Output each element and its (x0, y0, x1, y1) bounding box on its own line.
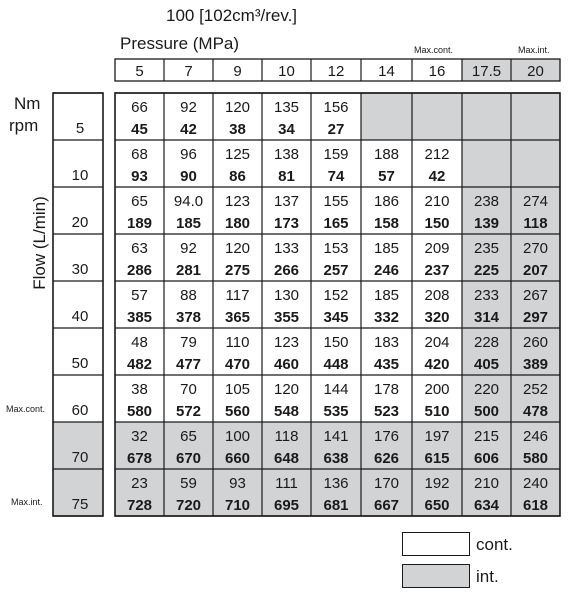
rpm-value: 42 (180, 121, 197, 138)
rpm-value: 580 (522, 450, 549, 467)
rpm-value: 695 (273, 497, 300, 514)
rpm-value: 266 (273, 262, 300, 279)
rpm-value: 460 (273, 356, 300, 373)
table-title: 100 [102cm³/rev.] (166, 6, 298, 25)
rpm-value: 523 (373, 403, 400, 420)
rpm-value: 45 (131, 121, 148, 138)
torque-value: 209 (424, 240, 450, 257)
rpm-value: 158 (373, 215, 400, 232)
torque-value: 105 (224, 381, 251, 398)
torque-value: 38 (131, 381, 148, 398)
torque-value: 274 (522, 193, 549, 210)
rpm-value: 297 (522, 309, 549, 326)
rpm-value: 435 (373, 356, 400, 373)
rpm-value: 90 (180, 168, 197, 185)
rpm-value: 189 (126, 215, 153, 232)
rpm-value: 448 (323, 356, 349, 373)
torque-value: 117 (225, 287, 250, 304)
rpm-value: 470 (224, 356, 251, 373)
rpm-value: 355 (273, 309, 300, 326)
rpm-value: 165 (323, 215, 349, 232)
torque-value: 178 (373, 381, 400, 398)
pressure-label: Pressure (MPa) (120, 34, 240, 53)
torque-value: 252 (522, 381, 549, 398)
torque-value: 220 (473, 381, 500, 398)
rpm-value: 320 (424, 309, 450, 326)
torque-value: 260 (522, 334, 549, 351)
legend-cont-swatch (402, 532, 470, 556)
torque-value: 185 (373, 287, 400, 304)
torque-value: 185 (373, 240, 400, 257)
rpm-value: 34 (278, 121, 295, 138)
torque-value: 238 (473, 193, 500, 210)
rpm-value: 86 (229, 168, 246, 185)
torque-value: 68 (131, 146, 148, 163)
rpm-value: 185 (175, 215, 202, 232)
torque-value: 120 (224, 240, 251, 257)
torque-value: 235 (473, 240, 500, 257)
rpm-value: 615 (424, 450, 450, 467)
torque-value: 93 (229, 475, 246, 492)
torque-value: 153 (323, 240, 349, 257)
rpm-value: 405 (473, 356, 500, 373)
legend-cont-label: cont. (476, 535, 513, 554)
rpm-value: 42 (428, 168, 446, 185)
pressure-header-7: 17.5 (471, 63, 502, 80)
torque-value: 110 (225, 334, 250, 351)
pressure-header-4: 12 (327, 63, 345, 80)
torque-value: 210 (424, 193, 450, 210)
torque-value: 186 (373, 193, 400, 210)
torque-value: 267 (522, 287, 549, 304)
rpm-value: 207 (522, 262, 549, 279)
rpm-value: 535 (323, 403, 349, 420)
grid-cell-bg (511, 93, 560, 140)
pressure-header-6: 16 (428, 63, 446, 80)
rpm-value: 81 (278, 168, 295, 185)
torque-value: 59 (180, 475, 197, 492)
torque-value: 155 (323, 193, 349, 210)
rpm-value: 150 (424, 215, 450, 232)
torque-value: 100 (224, 428, 251, 445)
torque-value: 65 (180, 428, 197, 445)
rpm-value: 139 (473, 215, 500, 232)
rpm-value: 678 (126, 450, 153, 467)
rpm-value: 118 (523, 215, 548, 232)
rpm-value: 57 (378, 168, 395, 185)
torque-value: 120 (273, 381, 300, 398)
rpm-value: 548 (273, 403, 300, 420)
torque-value: 192 (424, 475, 450, 492)
flow-label-5: 50 (71, 355, 89, 372)
flow-label-3: 30 (71, 261, 89, 278)
torque-value: 152 (323, 287, 349, 304)
rpm-value: 345 (323, 309, 349, 326)
torque-value: 123 (273, 334, 300, 351)
rpm-value: 728 (126, 497, 153, 514)
torque-value: 240 (522, 475, 549, 492)
flow-label-8: 75 (71, 496, 89, 513)
torque-value: 136 (323, 475, 349, 492)
rpm-value: 626 (373, 450, 400, 467)
torque-value: 66 (131, 99, 148, 116)
torque-value: 188 (373, 146, 400, 163)
rpm-value: 560 (224, 403, 251, 420)
rpm-value: 478 (522, 403, 549, 420)
torque-value: 92 (180, 240, 197, 257)
grid-cell-bg (361, 93, 412, 140)
torque-value: 210 (473, 475, 500, 492)
rpm-value: 257 (323, 262, 349, 279)
torque-value: 215 (473, 428, 500, 445)
flow-label-7: 70 (71, 449, 89, 466)
rpm-value: 378 (175, 309, 202, 326)
unit-nm-label: Nm (14, 94, 41, 113)
rpm-value: 650 (424, 497, 450, 514)
torque-value: 92 (180, 99, 197, 116)
rpm-value: 720 (175, 497, 202, 514)
torque-value: 120 (224, 99, 251, 116)
rpm-value: 365 (224, 309, 251, 326)
torque-value: 144 (323, 381, 349, 398)
rpm-value: 638 (323, 450, 349, 467)
torque-value: 94.0 (173, 193, 204, 210)
torque-value: 246 (522, 428, 549, 445)
torque-value: 176 (373, 428, 400, 445)
legend-int-swatch (402, 564, 470, 588)
torque-value: 137 (273, 193, 300, 210)
rpm-value: 500 (473, 403, 500, 420)
rpm-value: 648 (273, 450, 300, 467)
rpm-value: 420 (424, 356, 450, 373)
torque-value: 141 (323, 428, 349, 445)
torque-value: 212 (424, 146, 450, 163)
torque-value: 23 (131, 475, 148, 492)
rpm-value: 580 (126, 403, 153, 420)
grid-cell-bg (412, 93, 462, 140)
rpm-value: 634 (473, 497, 500, 514)
torque-value: 125 (224, 146, 251, 163)
pressure-header-1: 7 (184, 63, 193, 80)
flow-label-0: 5 (75, 120, 85, 137)
rpm-value: 670 (175, 450, 202, 467)
rpm-value: 225 (473, 262, 500, 279)
rpm-value: 681 (323, 497, 349, 514)
rpm-value: 246 (373, 262, 400, 279)
flow-label-2: 20 (71, 214, 89, 231)
grid-cell-bg (462, 140, 511, 187)
rpm-value: 173 (273, 215, 300, 232)
rpm-value: 281 (175, 262, 202, 279)
torque-value: 150 (323, 334, 349, 351)
flow-note-max-int: Max.int. (11, 497, 43, 507)
torque-value: 32 (131, 428, 148, 445)
pressure-header-0: 5 (135, 63, 144, 80)
torque-value: 123 (224, 193, 251, 210)
torque-value: 48 (131, 334, 148, 351)
pressure-note-max-cont: Max.cont. (414, 45, 454, 55)
rpm-value: 93 (131, 168, 148, 185)
torque-value: 204 (424, 334, 450, 351)
torque-value: 79 (180, 334, 197, 351)
rpm-value: 660 (224, 450, 251, 467)
pressure-header-8: 20 (527, 63, 544, 80)
rpm-value: 286 (126, 262, 153, 279)
grid-cell-bg (511, 140, 560, 187)
torque-value: 96 (180, 146, 197, 163)
flow-note-max-cont: Max.cont. (6, 404, 46, 414)
torque-value: 138 (273, 146, 300, 163)
rpm-value: 572 (175, 403, 202, 420)
torque-value: 111 (275, 475, 298, 492)
pressure-header-3: 10 (278, 63, 295, 80)
torque-value: 156 (323, 99, 349, 116)
grid-cell-bg (462, 93, 511, 140)
torque-value: 233 (473, 287, 500, 304)
torque-value: 159 (323, 146, 349, 163)
torque-value: 70 (180, 381, 197, 398)
torque-value: 170 (373, 475, 400, 492)
rpm-value: 389 (522, 356, 549, 373)
torque-value: 57 (131, 287, 148, 304)
rpm-value: 314 (473, 309, 500, 326)
unit-rpm-label: rpm (9, 116, 39, 135)
flow-label-6: 60 (71, 402, 89, 419)
torque-value: 197 (424, 428, 450, 445)
legend-int-label: int. (476, 567, 499, 586)
rpm-value: 27 (327, 121, 345, 138)
rpm-value: 482 (126, 356, 153, 373)
torque-value: 65 (131, 193, 148, 210)
rpm-value: 275 (224, 262, 251, 279)
torque-value: 228 (473, 334, 500, 351)
torque-value: 63 (131, 240, 148, 257)
torque-value: 130 (273, 287, 300, 304)
rpm-value: 618 (522, 497, 549, 514)
pressure-header-2: 9 (233, 63, 242, 80)
torque-value: 118 (274, 428, 299, 445)
rpm-value: 606 (473, 450, 500, 467)
torque-value: 88 (180, 287, 197, 304)
rpm-value: 180 (224, 215, 251, 232)
torque-value: 208 (424, 287, 450, 304)
flow-label-1: 10 (71, 167, 89, 184)
pressure-note-max-int: Max.int. (518, 45, 550, 55)
torque-value: 270 (522, 240, 549, 257)
rpm-value: 237 (424, 262, 450, 279)
rpm-value: 710 (224, 497, 251, 514)
rpm-value: 510 (424, 403, 450, 420)
torque-value: 200 (424, 381, 450, 398)
rpm-value: 38 (229, 121, 246, 138)
rpm-value: 74 (327, 168, 345, 185)
flow-label-4: 40 (71, 308, 89, 325)
torque-value: 135 (273, 99, 300, 116)
rpm-value: 667 (373, 497, 400, 514)
rpm-value: 477 (175, 356, 202, 373)
rpm-value: 332 (373, 309, 400, 326)
torque-value: 183 (373, 334, 400, 351)
rpm-value: 385 (126, 309, 153, 326)
pressure-header-5: 14 (378, 63, 395, 80)
flow-axis-label: Flow (L/min) (30, 196, 49, 290)
torque-value: 133 (273, 240, 300, 257)
